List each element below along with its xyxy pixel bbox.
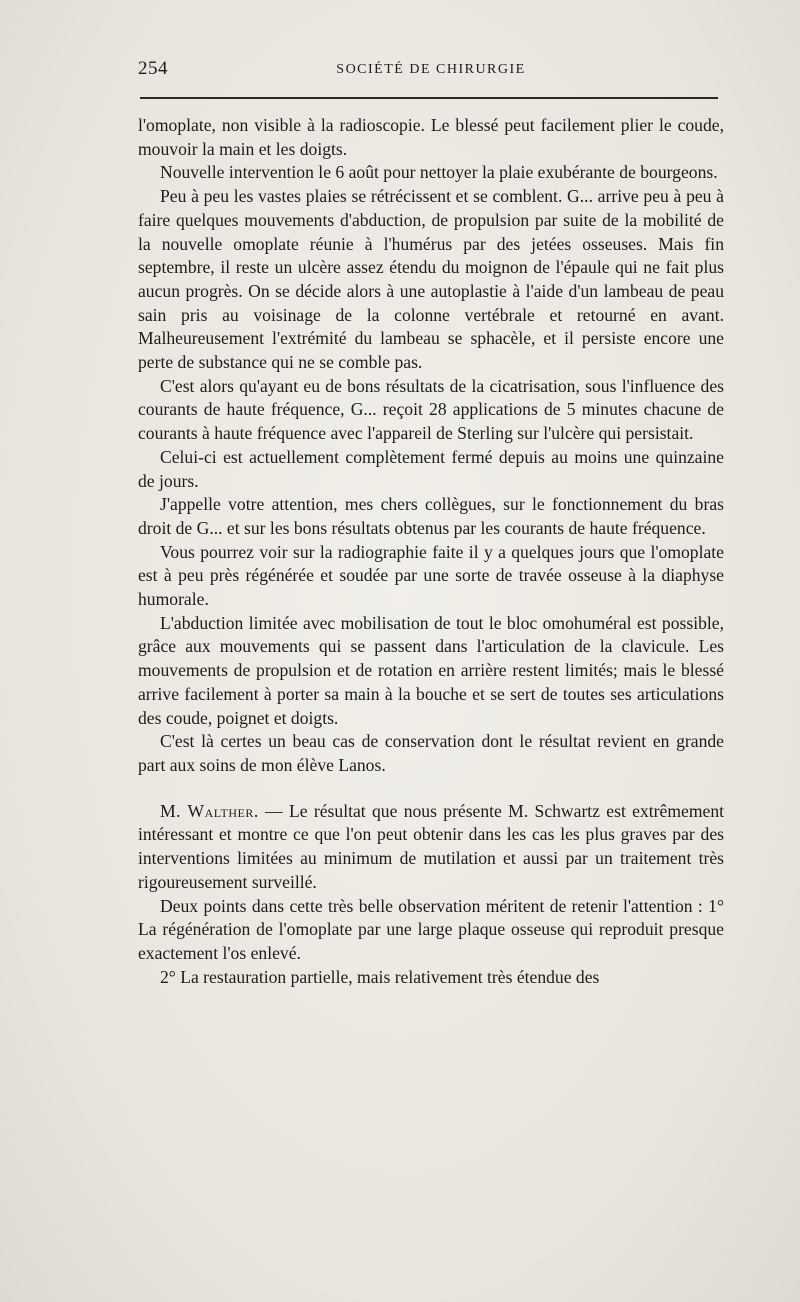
discussion-paragraph: 2° La restauration partielle, mais relativement très étendue des (160, 966, 600, 987)
discussion-text: — Le résultat que nous présente M. Schwartz est extrêmement intéressant et montre ce que l'on peut obtenir dans les cas les plus graves par des interventions limitées au minimum de mutilation et aussi par un traitement très rigoureusement surveillé. (138, 800, 724, 892)
paragraph: L'abduction limitée avec mobilisation de tout le bloc omohuméral est possible, grâce aux mouvements qui se passent dans l'articulation de la clavicule. Les mouvements de propulsion et de rotation en arrière restent limités; mais le blessé arrive facilement à porter sa main à la bouche et se sert de toutes ses articulations des coude, poignet et doigts. (138, 612, 724, 728)
speaker-name: M. Walther. (160, 800, 259, 821)
paragraph: l'omoplate, non visible à la radioscopie. Le blessé peut facilement plier le coude, mouvoir la main et les doigts. (138, 115, 724, 159)
paragraph: J'appelle votre attention, mes chers collègues, sur le fonctionnement du bras droit de G... et sur les bons résultats obtenus par les courants de haute fréquence. (138, 494, 724, 538)
discussion-paragraph (138, 800, 724, 895)
paragraph: C'est là certes un beau cas de conservation dont le résultat revient en grande part aux soins de mon élève Lanos. (138, 731, 724, 775)
running-head: SOCIÉTÉ DE CHIRURGIE (336, 62, 526, 77)
paragraph: Nouvelle intervention le 6 août pour nettoyer la plaie exubérante de bourgeons. (160, 162, 718, 183)
page-number: 254 (138, 58, 168, 79)
paragraph: Vous pourrez voir sur la radiographie faite il y a quelques jours que l'omoplate est à peu près régénérée et soudée par une sorte de travée osseuse à la diaphyse humorale. (138, 541, 724, 610)
body-text (138, 114, 724, 989)
discussion-paragraph: Deux points dans cette très belle observation méritent de retenir l'attention : 1° La régénération de l'omoplate par une large plaque osseuse qui reproduit presque exactement l'os enlevé. (138, 895, 724, 963)
paragraph: C'est alors qu'ayant eu de bons résultats de la cicatrisation, sous l'influence des courants de haute fréquence, G... reçoit 28 applications de 5 minutes chacune de courants à haute fréquence avec l'appareil de Sterling sur l'ulcère qui persistait. (138, 375, 724, 444)
paragraph: Celui-ci est actuellement complètement fermé depuis au moins une quinzaine de jours. (138, 446, 724, 491)
header-rule (140, 97, 718, 99)
paragraph: Peu à peu les vastes plaies se rétrécissent et se comblent. G... arrive peu à peu à faire quelques mouvements d'abduction, de propulsion par suite de la mobilité de la nouvelle omoplate réunie à l'humérus par des jetées osseuses. Mais fin septembre, il reste un ulcère assez étendu du moignon de l'épaule qui ne fait plus aucun progrès. On se décide alors à une autoplastie à l'aide d'un lambeau de peau sain pris au voisinage de la colonne vertébrale et retourné en avant. Malheureusement l'extrémité du lambeau se sphacèle, et il persiste encore une perte de substance qui ne se comble pas. (138, 186, 724, 373)
page-header (138, 58, 724, 84)
